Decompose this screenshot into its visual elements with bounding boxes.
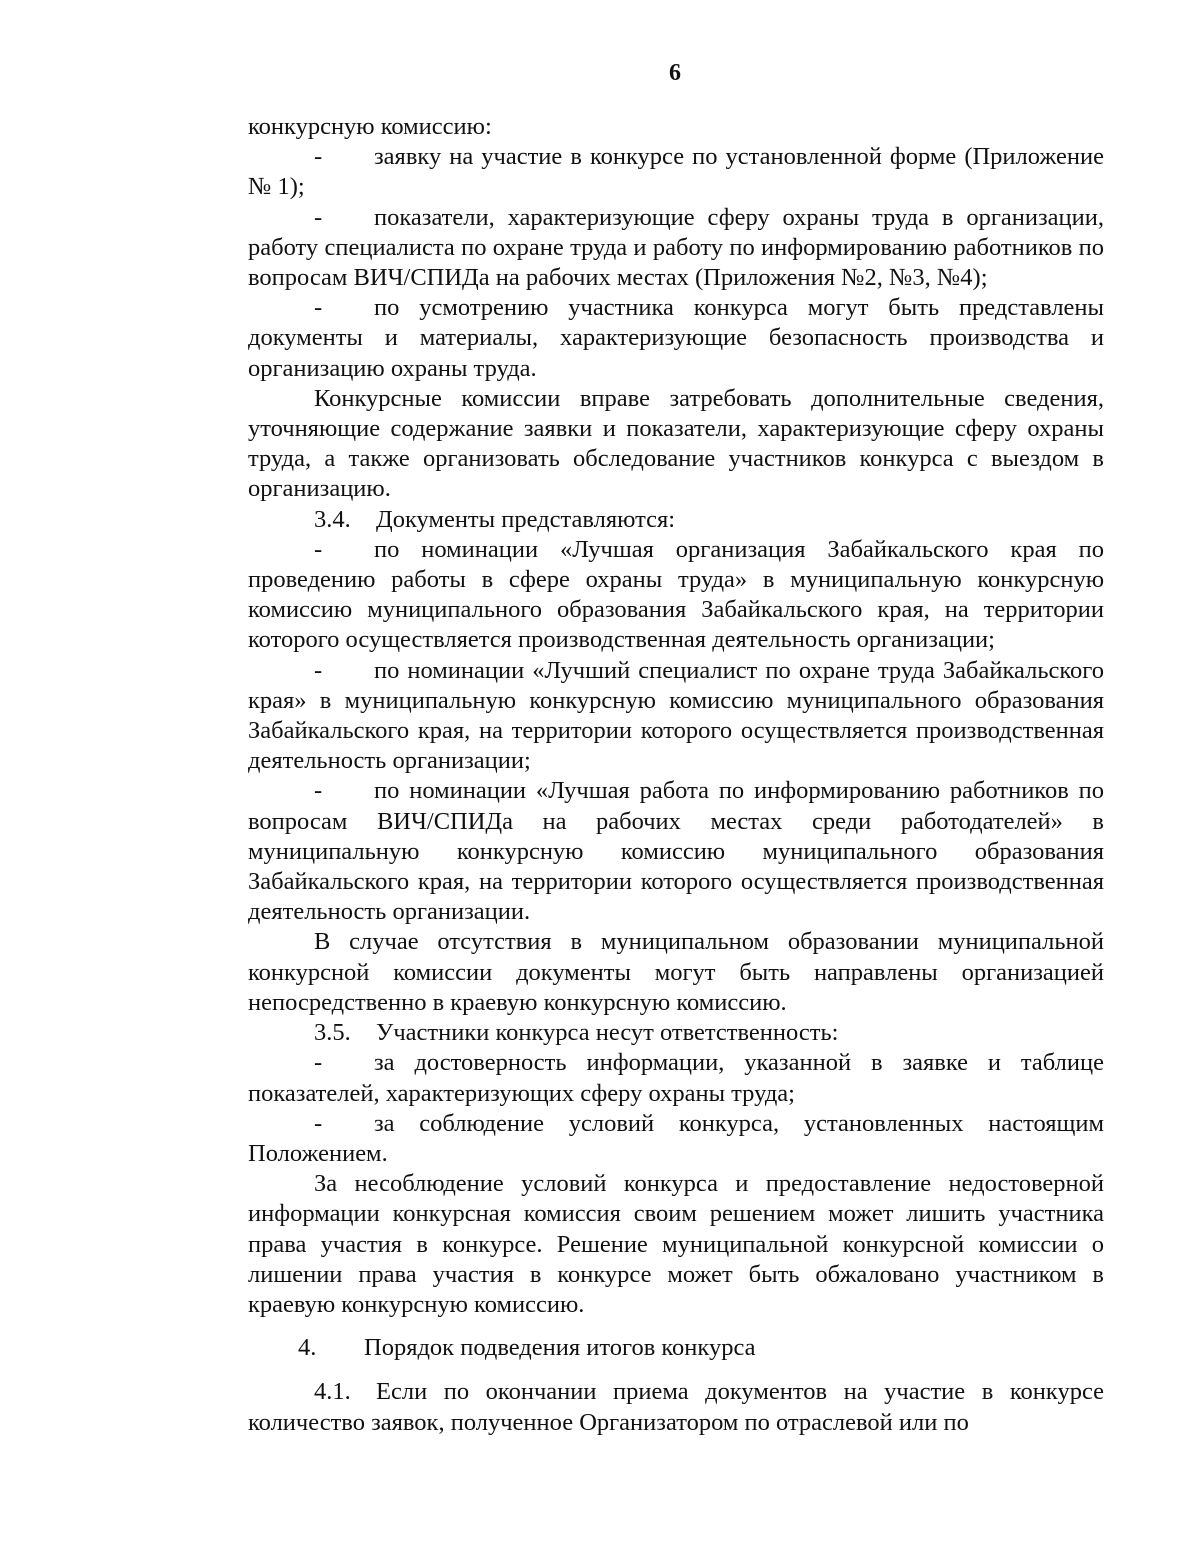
- list-item-nomination-hiv: [248, 776, 1104, 927]
- heading-number: 4.: [298, 1334, 317, 1362]
- list-dash: -: [314, 1049, 323, 1077]
- list-dash: -: [314, 656, 323, 684]
- list-item-reliability: [248, 1048, 1104, 1108]
- section-3-4: [248, 505, 1104, 535]
- list-item-nomination-specialist: [248, 656, 1104, 777]
- list-item-text: за достоверность информации, указанной в заявке и таблице показателей, характеризующих сферу охраны труда;: [248, 1049, 1104, 1107]
- section-number: 3.4.: [314, 505, 351, 533]
- list-item-indicators: [248, 203, 1104, 294]
- list-dash: -: [314, 1109, 323, 1137]
- list-item-documents: [248, 293, 1104, 384]
- section-text: Если по окончании приема документов на участие в конкурсе количество заявок, полученное Организатором по отраслевой или по: [248, 1378, 1104, 1436]
- list-item-text: по номинации «Лучшая работа по информированию работников по вопросам ВИЧ/СПИДа на рабочих местах среди работодателей» в муниципальную конкурсную комиссию муниципального образования Забайкальского края, на территории которого осуществляется производственная деятельность организации.: [248, 777, 1104, 926]
- list-item-text: по номинации «Лучшая организация Забайкальского края по проведению работы в сфере охраны труда» в муниципальную конкурсную комиссию муниципального образования Забайкальского края, на территории которого осуществляется производственная деятельность организации;: [248, 535, 1104, 654]
- section-number: 3.5.: [314, 1019, 351, 1047]
- list-item-text: по усмотрению участника конкурса могут быть представлены документы и материалы, характеризующие безопасность производства и организацию охраны труда.: [248, 294, 1104, 382]
- list-dash: -: [314, 777, 323, 805]
- section-number: 4.1.: [314, 1378, 351, 1406]
- paragraph-noncompliance: За несоблюдение условий конкурса и предоставление недостоверной информации конкурсная комиссия своим решением может лишить участника права участия в конкурсе. Решение муниципальной конкурсной комиссии о лишении права участия в конкурсе может быть обжаловано участником в краевую конкурсную комиссию.: [248, 1170, 1104, 1318]
- document-body: [248, 112, 1104, 1438]
- section-4-1: [248, 1377, 1104, 1437]
- section-text: Участники конкурса несут ответственность:: [376, 1019, 839, 1047]
- paragraph-absence: В случае отсутствия в муниципальном образовании муниципальной конкурсной комиссии документы могут быть направлены организацией непосредственно в краевую конкурсную комиссию.: [248, 928, 1104, 1016]
- list-dash: -: [314, 143, 323, 171]
- heading-text: Порядок подведения итогов конкурса: [364, 1334, 756, 1362]
- list-item-compliance: [248, 1109, 1104, 1169]
- list-dash: -: [314, 203, 323, 231]
- page-number: 6: [669, 60, 681, 86]
- list-item-nomination-organization: [248, 535, 1104, 656]
- list-item-text: за соблюдение условий конкурса, установленных настоящим Положением.: [248, 1109, 1104, 1167]
- list-item-text: показатели, характеризующие сферу охраны труда в организации, работу специалиста по охране труда и работу по информированию работников по вопросам ВИЧ/СПИДа на рабочих местах (Приложения №2, №3, №4);: [248, 203, 1104, 292]
- section-3-5: [248, 1018, 1104, 1048]
- paragraph-intro: конкурсную комиссию:: [248, 113, 492, 140]
- paragraph-commissions: Конкурсные комиссии вправе затребовать дополнительные сведения, уточняющие содержание заявки и показатели, характеризующие сферу охраны труда, а также организовать обследование участников конкурса с выездом в организацию.: [248, 384, 1104, 503]
- section-heading-4: [248, 1333, 1104, 1363]
- list-item-application: [248, 142, 1104, 202]
- list-item-text: заявку на участие в конкурсе по установленной форме (Приложение № 1);: [248, 143, 1104, 201]
- list-item-text: по номинации «Лучший специалист по охране труда Забайкальского края» в муниципальную конкурсную комиссию муниципального образования Забайкальского края, на территории которого осуществляется производственная деятельность организации;: [248, 656, 1104, 775]
- list-dash: -: [314, 535, 323, 563]
- list-dash: -: [314, 294, 323, 322]
- section-text: Документы представляются:: [376, 505, 676, 533]
